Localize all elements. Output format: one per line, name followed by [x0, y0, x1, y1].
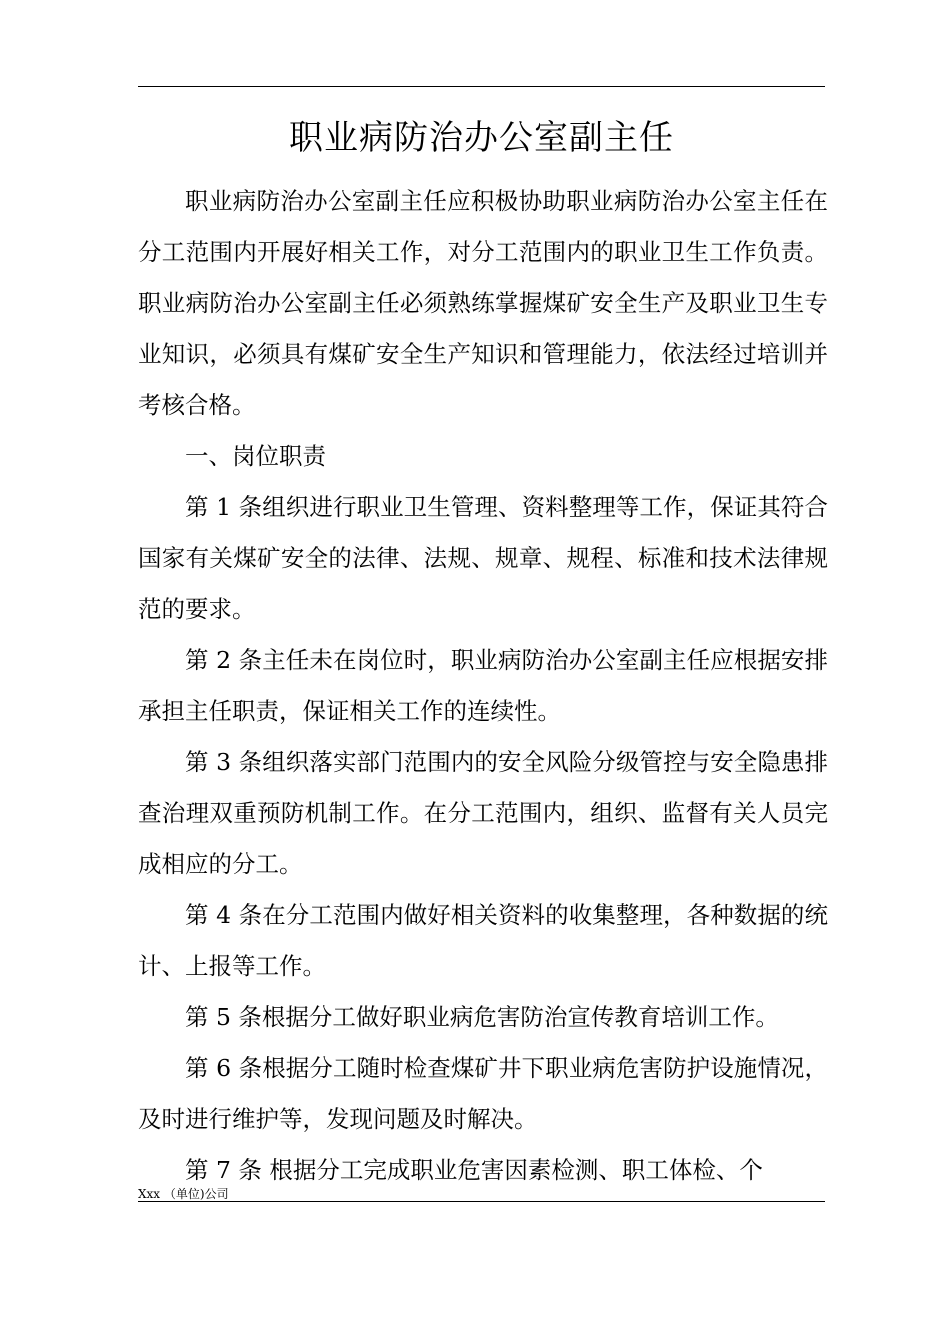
article-5: 第 5 条根据分工做好职业病危害防治宣传教育培训工作。 [185, 1003, 779, 1031]
document-body [138, 176, 828, 1196]
section-heading: 一、岗位职责 [185, 442, 326, 470]
paragraph-intro: 职业病防治办公室副主任应积极协助职业病防治办公室主任在分工范围内开展好相关工作，对分工范围内的职业卫生工作负责。职业病防治办公室副主任必须熟练掌握煤矿安全生产及职业卫生专业知识，必须具有煤矿安全生产知识和管理能力，依法经过培训并考核合格。 [138, 187, 828, 419]
document-title: 职业病防治办公室副主任 [289, 118, 674, 158]
article-6: 第 6 条根据分工随时检查煤矿井下职业病危害防护设施情况，及时进行维护等，发现问题及时解决。 [138, 1054, 828, 1133]
footer-rule [138, 1201, 825, 1202]
article-7: 第 7 条 根据分工完成职业危害因素检测、职工体检、个 [185, 1156, 763, 1184]
article-4: 第 4 条在分工范围内做好相关资料的收集整理，各种数据的统计、上报等工作。 [138, 901, 828, 980]
article-3: 第 3 条组织落实部门范围内的安全风险分级管控与安全隐患排查治理双重预防机制工作。在分工范围内，组织、监督有关人员完成相应的分工。 [138, 748, 828, 878]
footer-company: Xxx （单位)公司 [138, 1187, 229, 1201]
header-rule [138, 86, 825, 87]
article-2: 第 2 条主任未在岗位时，职业病防治办公室副主任应根据安排承担主任职责，保证相关工作的连续性。 [138, 646, 828, 725]
article-1: 第 1 条组织进行职业卫生管理、资料整理等工作，保证其符合国家有关煤矿安全的法律、法规、规章、规程、标准和技术法律规范的要求。 [138, 493, 828, 623]
